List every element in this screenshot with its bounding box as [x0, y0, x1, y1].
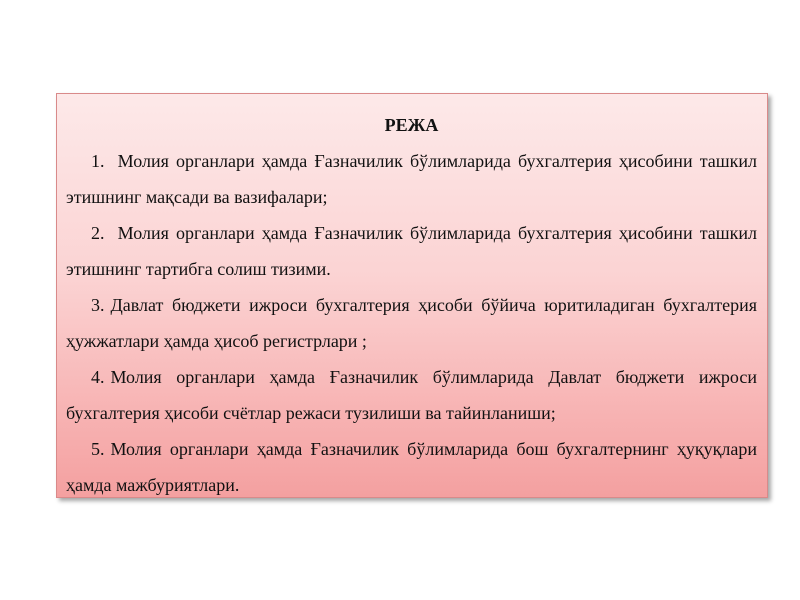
plan-item-text: Молия органлари ҳамда Ғазначилик бўлимларида бухгалтерия ҳисобини ташкил этишнинг тартибга солиш тизими. [66, 223, 758, 279]
plan-item-4 [66, 359, 757, 431]
plan-title: РЕЖА [384, 115, 439, 135]
plan-item-number: 2. [91, 223, 105, 243]
plan-item-2 [66, 215, 757, 287]
plan-item-number: 4. [91, 367, 105, 387]
plan-item-number: 3. [91, 295, 105, 315]
plan-item-number: 1. [91, 151, 105, 171]
plan-item-text: Молия органлари ҳамда Ғазначилик бўлимларида бухгалтерия ҳисобини ташкил этишнинг мақсади ва вазифалари; [66, 151, 758, 207]
plan-item-3 [66, 287, 757, 359]
plan-item-text: Молия органлари ҳамда Ғазначилик бўлимларида бош бухгалтернинг ҳуқуқлари ҳамда мажбуриятлари. [66, 439, 757, 495]
plan-box [56, 93, 768, 498]
plan-item-5 [66, 431, 757, 503]
plan-item-text: Давлат бюджети ижроси бухгалтерия ҳисоби бўйича юритиладиган бухгалтерия ҳужжатлари ҳамда ҳисоб регистрлари ; [66, 295, 757, 351]
plan-item-1 [66, 143, 757, 215]
plan-item-text: Молия органлари ҳамда Ғазначилик бўлимларида Давлат бюджети ижроси бухгалтерия ҳисоби счётлар режаси тузилиши ва тайинланиши; [66, 367, 757, 423]
plan-item-number: 5. [91, 439, 105, 459]
